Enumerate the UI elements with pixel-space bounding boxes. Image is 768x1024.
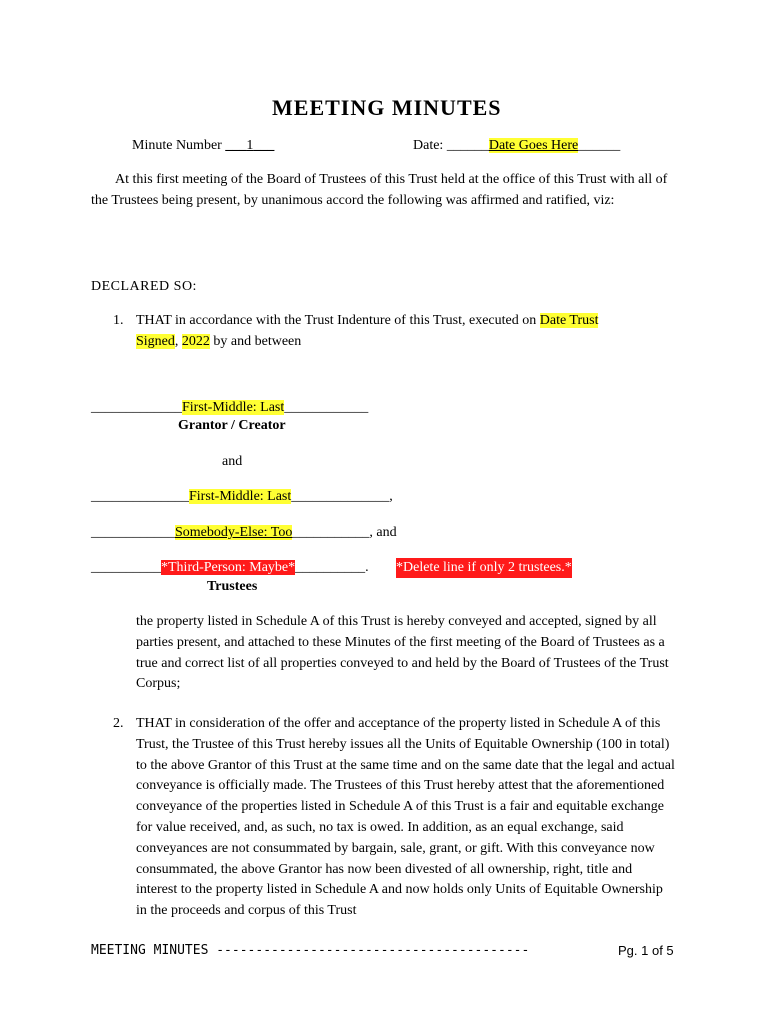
trustee-2-signature-line (91, 523, 397, 543)
item-1-text-a: THAT in accordance with the Trust Indenture of this Trust, executed on (136, 313, 540, 328)
minute-number-line (132, 136, 274, 156)
grantor-signature-line (91, 398, 368, 418)
grantor-label: Grantor / Creator (178, 418, 286, 433)
footer-dashes: ---------------------------------------- (216, 943, 530, 958)
intro-paragraph: At this first meeting of the Board of Trustees of this Trust held at the office of this Trust with all of the Trustees being present, by unanimous accord the following was affirmed and ratified, viz: (91, 172, 668, 208)
date-value: Date Goes Here (488, 138, 579, 153)
item-1-text-b: by and between (209, 333, 302, 349)
page-number: Pg. 1 of 5 (618, 943, 674, 958)
item-1-signed-highlight: Signed (136, 333, 175, 349)
grantor-name: First-Middle: Last (182, 400, 285, 415)
grantor-blank-after: ____________ (284, 400, 369, 415)
date-line (413, 136, 620, 156)
trustees-label: Trustees (207, 579, 258, 594)
minute-number-blank-after: ___ (253, 138, 275, 153)
declared-heading: DECLARED SO: (91, 279, 197, 294)
footer-title (91, 942, 529, 960)
trustee-2-blank-before: ____________ (91, 525, 175, 540)
item-2-number: 2. (113, 716, 124, 731)
item-1-number: 1. (113, 313, 124, 328)
trustee-1-signature-line (91, 487, 393, 507)
date-blank-before: ______ (446, 138, 489, 153)
item-1-comma: , (174, 333, 182, 349)
trustee-3-blank-after: __________. (295, 560, 369, 575)
minute-number-value: 1 (246, 138, 254, 153)
and-word: and (222, 454, 243, 469)
item-1-date-highlight: Date Trust (539, 313, 599, 328)
document-title: MEETING MINUTES (272, 95, 502, 120)
item-2-text: THAT in consideration of the offer and acceptance of the property listed in Schedule A of this Trust, the Trustee of this Trust hereby issues all the Units of Equitable Ownership (100 in total) to the above Grantor of this Trust at the same time and on the same date that the legal and actual conveyance is officially made. The Trustees of this Trust hereby attest that the aforementioned conveyance of the properties listed in Schedule A of this Trust is a fair and equitable exchange for value received, and, as such, no tax is owed. In addition, as an equal exchange, said conveyances are not consummated by bargain, sale, grant, or gift. With this conveyance now consummated, the above Grantor has now been divested of all ownership, right, title and interest to the property listed in Schedule A and now holds only Units of Equitable Ownership in the proceeds and corpus of this Trust (136, 716, 675, 919)
minute-number-label: Minute Number (132, 138, 222, 153)
item-1-text (136, 311, 676, 353)
trustee-2-blank-after: ___________, and (292, 525, 397, 540)
trustee-1-blank-after: ______________, (291, 489, 393, 504)
trustee-2-name: Somebody-Else: Too (175, 525, 293, 540)
date-label: Date: (413, 138, 444, 153)
footer-left-text: MEETING MINUTES (91, 943, 209, 958)
trustee-3-name: *Third-Person: Maybe* (161, 560, 296, 575)
trustee-1-name: First-Middle: Last (189, 489, 292, 504)
date-blank-after: ______ (578, 138, 621, 153)
trustee-1-blank-before: ______________ (91, 489, 189, 504)
trustee-3-blank-before: __________ (91, 560, 161, 575)
property-paragraph: the property listed in Schedule A of this Trust is hereby conveyed and accepted, signed by all parties present, and attached to these Minutes of the first meeting of the Board of Trustees as a true and correct list of all properties conveyed to and held by the Board of Trustees of the Trust Corpus; (136, 614, 669, 692)
grantor-blank-before: _____________ (91, 400, 182, 415)
delete-line-note: *Delete line if only 2 trustees.* (396, 558, 572, 578)
minute-number-blank-before: ___ (225, 138, 247, 153)
item-1-year-highlight: 2022 (181, 333, 210, 349)
trustee-3-signature-line (91, 558, 369, 578)
